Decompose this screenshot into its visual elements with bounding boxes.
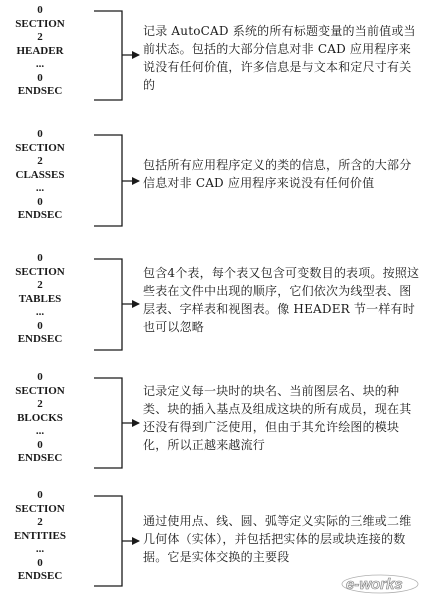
section-description-blocks: 记录定义每一块时的块名、当前图层名、块的种类、块的插入基点及组成这块的所有成员，现在其还没有得到广泛使用，但由于其允许绘图的模块化，所以正越来越流行 bbox=[143, 384, 412, 452]
group-code-0: 0 bbox=[37, 371, 43, 383]
bracket-entities bbox=[94, 496, 139, 586]
section-keyword: SECTION bbox=[15, 141, 65, 154]
group-code-2: 2 bbox=[37, 279, 43, 291]
group-code-2: 2 bbox=[37, 516, 43, 528]
e-works-watermark-logo bbox=[340, 570, 424, 596]
section-name: TABLES bbox=[18, 292, 62, 305]
group-code-0: 0 bbox=[37, 128, 43, 140]
group-code-0-end: 0 bbox=[37, 556, 43, 569]
section-name: CLASSES bbox=[15, 168, 65, 181]
group-code-0-end: 0 bbox=[37, 438, 43, 451]
section-keyword: SECTION bbox=[15, 265, 65, 278]
endsec-keyword: ENDSEC bbox=[17, 209, 63, 221]
group-code-0: 0 bbox=[37, 489, 43, 501]
section-keyword: SECTION bbox=[15, 17, 65, 30]
section-name: HEADER bbox=[16, 44, 64, 57]
ellipsis: ... bbox=[35, 425, 45, 437]
group-code-2: 2 bbox=[37, 31, 43, 43]
bracket-classes bbox=[94, 135, 139, 226]
group-code-0-end: 0 bbox=[37, 195, 43, 208]
section-description-header: 记录 AutoCAD 系统的所有标题变量的当前值或当前状态。包括的大部分信息对非 CAD 应用程序来说没有任何价值，许多信息是与文本和定尺寸有关的 bbox=[143, 24, 416, 92]
group-code-0-end: 0 bbox=[37, 71, 43, 84]
group-code-2: 2 bbox=[37, 398, 43, 410]
bracket-blocks bbox=[94, 378, 139, 468]
section-name: ENTITIES bbox=[14, 529, 66, 542]
section-keyword: SECTION bbox=[15, 502, 65, 515]
ellipsis: ... bbox=[35, 182, 45, 194]
section-description-entities: 通过使用点、线、圆、弧等定义实际的三维或二维几何体（实体），并包括把实体的层或块连接的数据。它是实体交换的主要段 bbox=[143, 514, 412, 564]
ellipsis: ... bbox=[35, 543, 45, 555]
group-code-0: 0 bbox=[37, 4, 43, 16]
section-keyword: SECTION bbox=[15, 384, 65, 397]
endsec-keyword: ENDSEC bbox=[17, 452, 63, 464]
ellipsis: ... bbox=[35, 58, 45, 70]
bracket-header bbox=[94, 11, 139, 100]
section-description-classes: 包括所有应用程序定义的类的信息，所含的大部分信息对非 CAD 应用程序来说没有任何价值 bbox=[143, 158, 412, 190]
group-code-2: 2 bbox=[37, 155, 43, 167]
section-name: BLOCKS bbox=[17, 411, 63, 424]
group-code-0: 0 bbox=[37, 252, 43, 264]
watermark-text: e-works bbox=[346, 576, 403, 593]
endsec-keyword: ENDSEC bbox=[17, 333, 63, 345]
endsec-keyword: ENDSEC bbox=[17, 85, 63, 97]
section-description-tables: 包含4个表，每个表又包含可变数目的表项。按照这些表在文件中出现的顺序，它们依次为线型表、图层表、字样表和视图表。像 HEADER 节一样有时也可以忽略 bbox=[143, 266, 420, 334]
ellipsis: ... bbox=[35, 306, 45, 318]
group-code-0-end: 0 bbox=[37, 319, 43, 332]
bracket-tables bbox=[94, 259, 139, 350]
endsec-keyword: ENDSEC bbox=[17, 570, 63, 582]
